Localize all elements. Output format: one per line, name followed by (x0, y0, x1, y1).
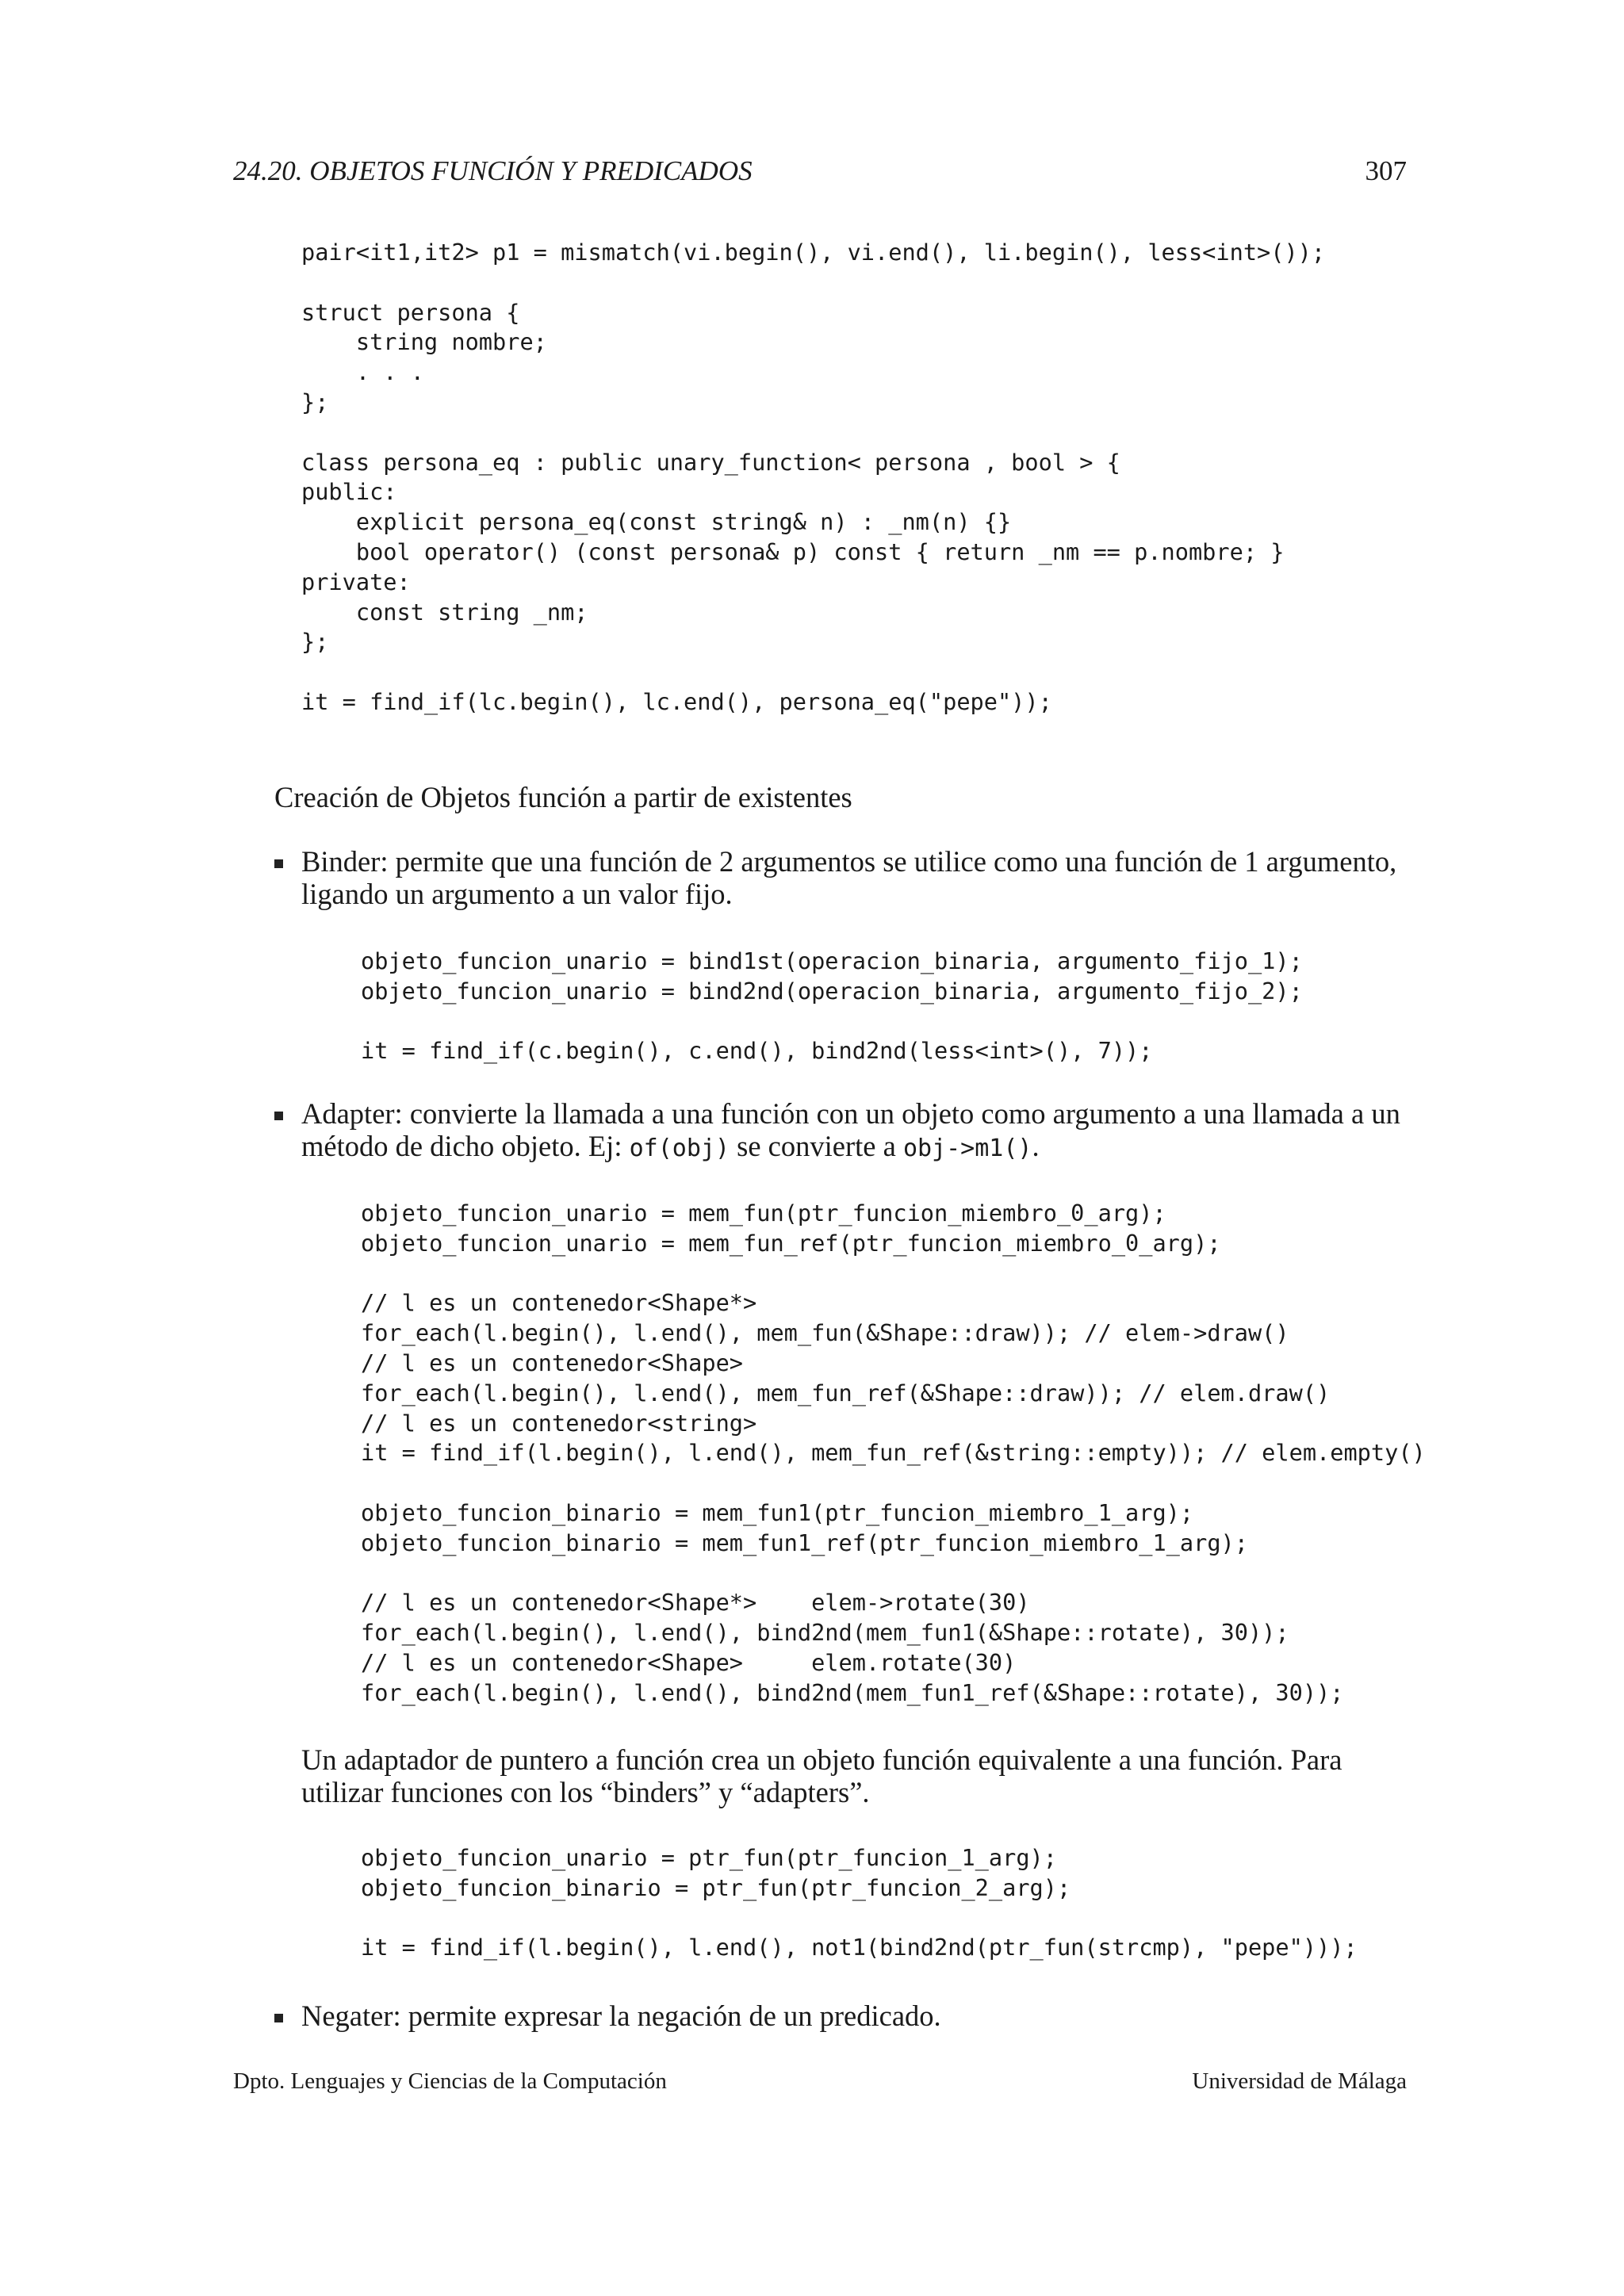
adapter-code-of-obj: of(obj) (629, 1135, 730, 1162)
adapter-code-obj-m1: obj->m1() (902, 1135, 1032, 1162)
page-footer (233, 2068, 1407, 2100)
code-block-ptr-fun: objeto_funcion_unario = ptr_fun(ptr_funcion_1_arg); objeto_funcion_binario = ptr_fun(ptr_funcion_2_arg); it = find_if(l.begin(), l.end(), not1(bind2nd(ptr_fun(strcmp), "pepe"))); (361, 1844, 1358, 1961)
code-block-persona: pair<it1,it2> p1 = mismatch(vi.begin(), vi.end(), li.begin(), less<int>()); struct persona { string nombre; . . . }; class persona_eq : public unary_function< persona , bool > { public: explicit persona_eq(const string& n) : _nm(n) {} bool operator() (const persona& p) const { return _nm == p.nombre; } private: const string _nm; }; it = find_if(lc.begin(), lc.end(), persona_eq("pepe")); (301, 239, 1326, 715)
ptr-adapter-text: Un adaptador de puntero a función crea un objeto función equivalente a una función. Para utilizar funciones con los “binders” y “adapters”. (301, 1743, 1342, 1808)
adapter-text (301, 1097, 1411, 1165)
adapter-text-3: . (1032, 1130, 1040, 1162)
footer-university: Universidad de Málaga (1192, 2068, 1407, 2094)
page-header (233, 155, 1407, 197)
section-title: 24.20. OBJETOS FUNCIÓN Y PREDICADOS (233, 155, 753, 186)
code-block-adapter: objeto_funcion_unario = mem_fun(ptr_funcion_miembro_0_arg); objeto_funcion_unario = mem_fun_ref(ptr_funcion_miembro_0_arg); // l es un contenedor<Shape*> for_each(l.begin(), l.end(), mem_fun(&Shape::draw)); // elem->draw() // l es un contenedor<Shape> for_each(l.begin(), l.end(), mem_fun_ref(&Shape::draw)); // elem.draw() // l es un contenedor<string> it = find_if(l.begin(), l.end(), mem_fun_ref(&string::empty)); // elem.empty() objeto_funcion_binario = mem_fun1(ptr_funcion_miembro_1_arg); objeto_funcion_binario = mem_fun1_ref(ptr_funcion_miembro_1_arg); // l es un contenedor<Shape*> elem->rotate(30) for_each(l.begin(), l.end(), bind2nd(mem_fun1(&Shape::rotate), 30)); // l es un contenedor<Shape> elem.rotate(30) for_each(l.begin(), l.end(), bind2nd(mem_fun1_ref(&Shape::rotate), 30)); (361, 1200, 1426, 1706)
page-number: 307 (1365, 155, 1407, 186)
adapter-text-2: se convierte a (730, 1130, 903, 1162)
negater-text: Negater: permite expresar la negación de un predicado. (301, 1999, 941, 2032)
bullet-adapter (274, 1112, 283, 1120)
code-block-binder: objeto_funcion_unario = bind1st(operacion_binaria, argumento_fijo_1); objeto_funcion_unario = bind2nd(operacion_binaria, argumento_fijo_2); it = find_if(c.begin(), c.end(), bind2nd(less<int>(), 7)); (361, 947, 1303, 1065)
adapter-text-1: Adapter: convierte la llamada a una función con un objeto como argumento a una llamada a un método de dicho objeto. Ej: (301, 1097, 1400, 1162)
bullet-binder (274, 859, 283, 868)
creation-heading: Creación de Objetos función a partir de existentes (274, 781, 852, 813)
footer-department: Dpto. Lenguajes y Ciencias de la Computación (233, 2068, 667, 2094)
bullet-negater (274, 2014, 283, 2022)
binder-text: Binder: permite que una función de 2 argumentos se utilice como una función de 1 argumento, ligando un argumento a un valor fijo. (301, 845, 1397, 910)
